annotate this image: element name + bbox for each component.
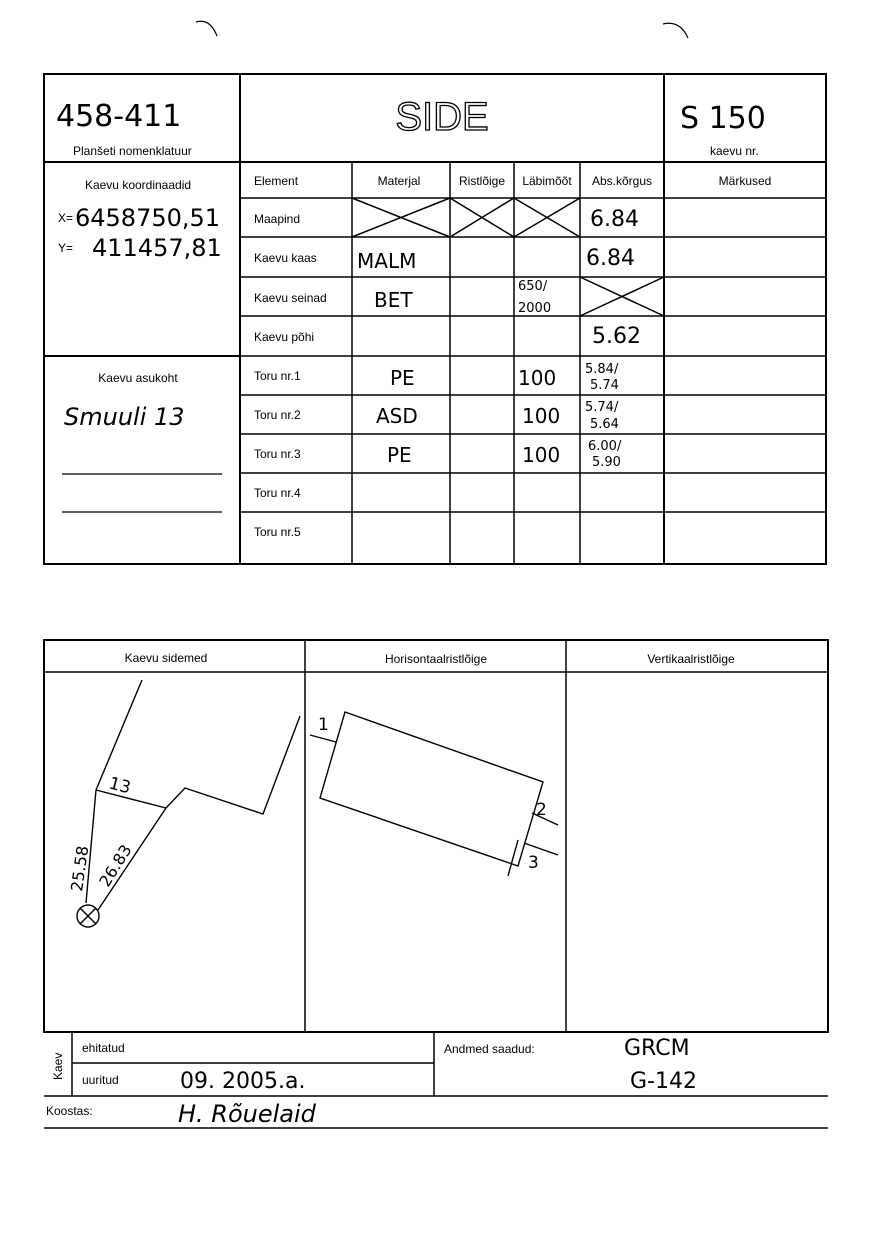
cell-diameter: 100: [518, 366, 557, 390]
pipe-number: 2: [536, 800, 547, 820]
pipe-number: 1: [318, 715, 329, 735]
x-coordinate: 6458750,51: [75, 204, 221, 232]
horizontal-section-sketch: [310, 712, 558, 876]
coordinates-label: Kaevu koordinaadid: [84, 178, 192, 192]
cell-material: PE: [390, 366, 415, 390]
cell-abs-height: 5.62: [592, 324, 641, 349]
connection-note: 25.58: [67, 844, 93, 893]
row-element: Toru nr.1: [254, 369, 301, 383]
col-header: Abs.kõrgus: [591, 174, 653, 188]
row-element: Kaevu seinad: [254, 291, 327, 305]
row-element: Maapind: [254, 212, 301, 226]
cell-material: BET: [374, 288, 413, 312]
cell-abs-height: 5.84/ 5.74: [585, 362, 619, 393]
row-element: Toru nr.5: [254, 525, 301, 539]
crossed-cell: [450, 198, 514, 237]
compiled-value: H. Rõuelaid: [178, 1100, 316, 1128]
col-header: Märkused: [718, 174, 772, 188]
cell-abs-height: 6.84: [586, 246, 635, 271]
cell-diameter: 100: [522, 404, 561, 428]
pipe-number: 3: [528, 853, 539, 873]
crossed-cell: [580, 277, 664, 316]
data-received-value: GRCM: [624, 1036, 690, 1061]
cell-abs-height: 6.84: [590, 207, 639, 232]
data-received-value: G-142: [630, 1069, 697, 1094]
col-header: Element: [254, 174, 299, 188]
form-title: SIDE: [395, 95, 489, 139]
side-label: Kaev: [51, 1052, 65, 1080]
nomenclature-label: Planšeti nomenklatuur: [73, 144, 192, 158]
crossed-cell: [352, 198, 450, 237]
cell-material: PE: [387, 443, 412, 467]
row-element: Kaevu kaas: [254, 251, 317, 265]
data-received-label: Andmed saadud:: [444, 1042, 535, 1056]
col-header: Ristlõige: [458, 174, 506, 188]
connection-note: 13: [106, 773, 133, 799]
row-element: Kaevu põhi: [254, 330, 315, 344]
connection-note: 26.83: [95, 841, 136, 891]
cell-material: ASD: [376, 404, 418, 428]
col-header: Materjal: [377, 174, 421, 188]
cell-material: MALM: [357, 249, 417, 273]
nomenclature-value: 458-411: [56, 99, 182, 134]
crossed-cell: [514, 198, 580, 237]
built-label: ehitatud: [82, 1041, 125, 1055]
surveyed-value: 09. 2005.a.: [180, 1069, 306, 1094]
cell-abs-height: 6.00/ 5.90: [588, 439, 622, 470]
cell-diameter: 100: [522, 443, 561, 467]
y-coordinate: 411457,81: [92, 234, 222, 262]
row-element: Toru nr.3: [254, 447, 301, 461]
connections-label: Kaevu sidemed: [124, 651, 208, 665]
x-prefix: X=: [58, 211, 74, 225]
vertical-section-label: Vertikaalristlõige: [647, 652, 735, 666]
well-number: S 150: [680, 101, 766, 136]
compiled-label: Koostas:: [46, 1104, 93, 1118]
cell-abs-height: 5.74/ 5.64: [585, 400, 619, 432]
location-label: Kaevu asukoht: [98, 371, 178, 385]
location-value: Smuuli 13: [64, 403, 185, 431]
row-element: Toru nr.2: [254, 408, 301, 422]
y-prefix: Y=: [58, 241, 74, 255]
row-element: Toru nr.4: [254, 486, 301, 500]
cell-diameter: 650/ 2000: [518, 279, 552, 316]
surveyed-label: uuritud: [82, 1073, 119, 1087]
well-number-label: kaevu nr.: [710, 144, 759, 158]
col-header: Läbimõõt: [522, 174, 572, 188]
horizontal-section-label: Horisontaalristlõige: [384, 652, 488, 666]
